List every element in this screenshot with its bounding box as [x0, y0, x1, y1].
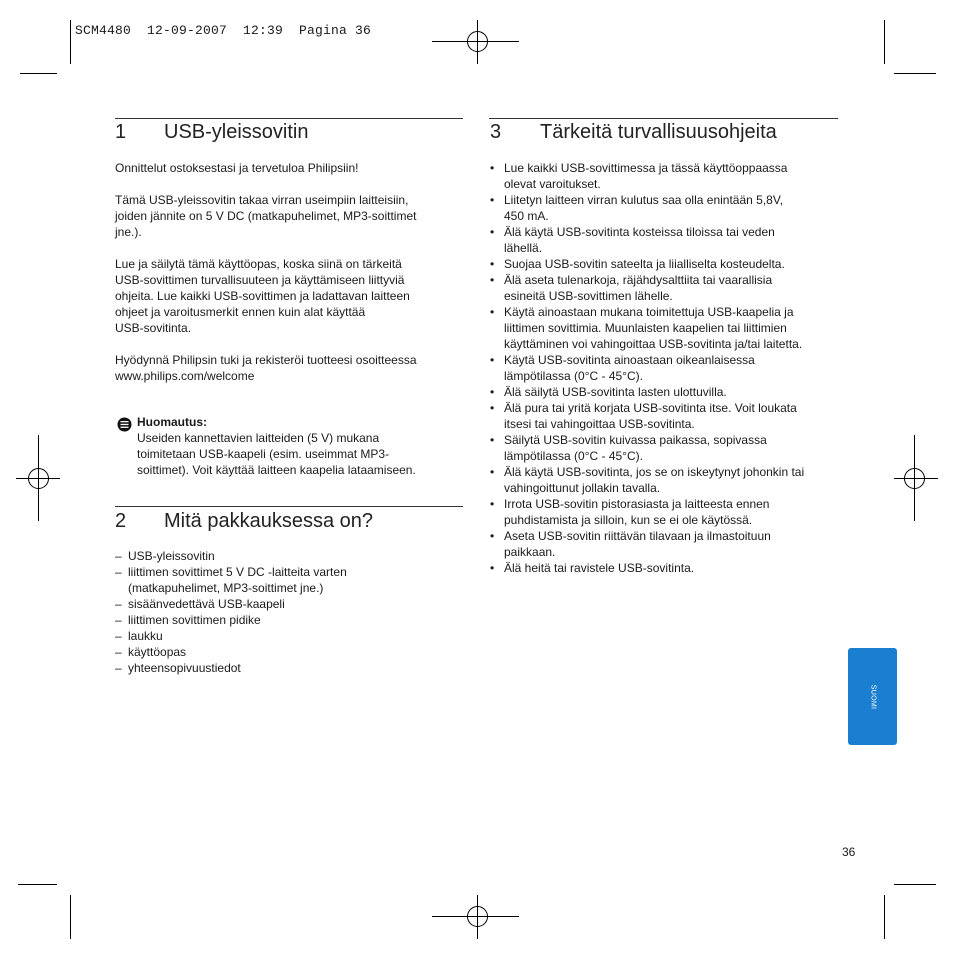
list-item: • Suojaa USB-sovitin sateelta ja liialliselta kosteudelta. — [488, 256, 848, 272]
list-item: – laukku — [115, 628, 465, 644]
registration-circle-top — [467, 31, 488, 52]
section-2-number: 2 — [115, 510, 127, 532]
crop-mark-bottom-right-h — [894, 884, 936, 885]
intro-paragraph: Onnittelut ostoksestasi ja tervetuloa Philipsiin! — [115, 161, 359, 175]
crop-mark-bottom-left-v — [70, 895, 71, 939]
note-icon — [117, 417, 132, 432]
list-item: • Irrota USB-sovitin pistorasiasta ja laitteesta ennen puhdistamista ja silloin, kun se ei ole käytössä. — [488, 496, 848, 528]
list-item: • Älä pura tai yritä korjata USB-sovitinta itse. Voit loukata itsesi tai vahingoittaa USB-sovitinta. — [488, 400, 848, 432]
note-text: Useiden kannettavien laitteiden (5 V) mukana toimitetaan USB-kaapeli (esim. useimmat MP3- soittimet). Voit käyttää laitteen kaapelia lataamiseen. — [137, 431, 416, 477]
list-item: – liittimen sovittimen pidike — [115, 612, 465, 628]
list-item: • Älä käytä USB-sovitinta kosteissa tiloissa tai veden lähellä. — [488, 224, 848, 256]
note-block — [137, 414, 467, 478]
section-3-title: Tärkeitä turvallisuusohjeita — [540, 121, 777, 143]
list-item: • Aseta USB-sovitin riittävän tilavaan ja ilmastoituun paikkaan. — [488, 528, 848, 560]
instructions-paragraph: Lue ja säilytä tämä käyttöopas, koska siinä on tärkeitä USB-sovittimen turvallisuuteen ja käyttämiseen liittyviä ohjeita. Lue kaikki USB-sovittimen ja ladattavan laitteen ohjeet ja varoitusmerkit ennen kuin alat käyttää USB-sovitinta. — [115, 257, 410, 335]
list-item: – sisäänvedettävä USB-kaapeli — [115, 596, 465, 612]
crop-mark-top-left-v — [70, 20, 71, 64]
note-heading: Huomautus: — [137, 415, 207, 429]
list-item: – käyttöopas — [115, 644, 465, 660]
list-item: • Lue kaikki USB-sovittimessa ja tässä käyttöoppaassa olevat varoitukset. — [488, 160, 848, 192]
registration-circle-bottom — [467, 906, 488, 927]
package-contents — [115, 548, 465, 676]
section-3-number: 3 — [490, 121, 502, 143]
description-paragraph: Tämä USB-yleissovitin takaa virran useimpiin laitteisiin, joiden jännite on 5 V DC (matkapuhelimet, MP3-soittimet jne.). — [115, 193, 417, 239]
registration-circle-right — [904, 468, 925, 489]
list-item: – liittimen sovittimet 5 V DC -laitteita varten (matkapuhelimet, MP3-soittimet jne.) — [115, 564, 465, 596]
list-item: • Älä säilytä USB-sovitinta lasten ulottuvilla. — [488, 384, 848, 400]
safety-instructions — [488, 160, 848, 576]
language-tab-label: SUOMI — [869, 684, 876, 709]
list-item: • Säilytä USB-sovitin kuivassa paikassa, sopivassa lämpötilassa (0°C - 45°C). — [488, 432, 848, 464]
list-item: • Liitetyn laitteen virran kulutus saa olla enintään 5,8V, 450 mA. — [488, 192, 848, 224]
language-tab — [848, 648, 897, 745]
crop-mark-bottom-left-h — [18, 884, 57, 885]
section-1-title: USB-yleissovitin — [164, 121, 309, 143]
registration-circle-left — [28, 468, 49, 489]
page-number: 36 — [842, 845, 856, 859]
registration-paragraph: Hyödynnä Philipsin tuki ja rekisteröi tuotteesi osoitteessa www.philips.com/welcome — [115, 353, 417, 383]
list-item: • Älä käytä USB-sovitinta, jos se on iskeytynyt johonkin tai vahingoittunut jollakin tavalla. — [488, 464, 848, 496]
crop-mark-top-right-v — [884, 20, 885, 64]
list-item: • Älä heitä tai ravistele USB-sovitinta. — [488, 560, 848, 576]
print-header: SCM4480 12-09-2007 12:39 Pagina 36 — [75, 23, 372, 38]
list-item: • Käytä USB-sovitinta ainoastaan oikeanlaisessa lämpötilassa (0°C - 45°C). — [488, 352, 848, 384]
crop-mark-bottom-right-v — [884, 895, 885, 939]
section-2-rule — [115, 506, 463, 507]
list-item: – yhteensopivuustiedot — [115, 660, 465, 676]
list-item: • Käytä ainoastaan mukana toimitettuja USB-kaapelia ja liittimen sovittimia. Muunlaisten kaapelien tai liittimien käyttäminen voi vahingoittaa USB-sovitinta ja/tai laitetta. — [488, 304, 848, 352]
crop-mark-top-right-h — [894, 73, 936, 74]
crop-mark-top-left-h — [20, 73, 57, 74]
list-item: – USB-yleissovitin — [115, 548, 465, 564]
section-1-rule — [115, 118, 463, 119]
section-2-title: Mitä pakkauksessa on? — [164, 510, 374, 532]
list-item: • Älä aseta tulenarkoja, räjähdysalttiita tai vaarallisia esineitä USB-sovittimen lähelle. — [488, 272, 848, 304]
section-1-number: 1 — [115, 121, 127, 143]
section-3-rule — [489, 118, 838, 119]
section-1-body — [115, 160, 465, 384]
